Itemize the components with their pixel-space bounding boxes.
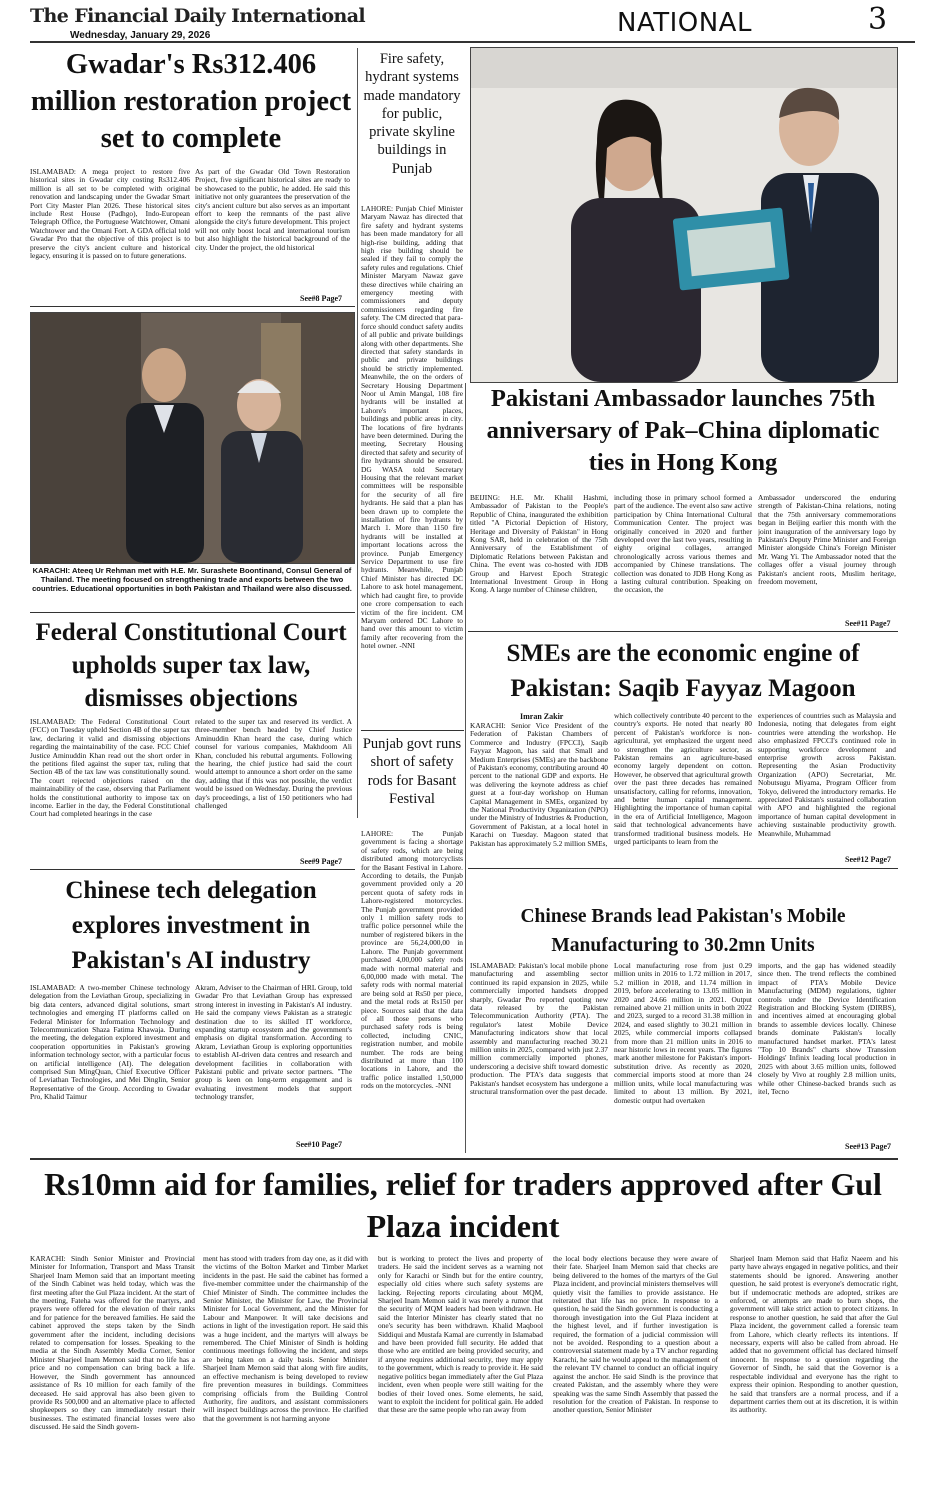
fire-safety-body: LAHORE: Punjab Chief Minister Maryam Nawaz has directed that fire safety and hydrant systems has been made mandatory for all high-rise building, adding that high rise building should be sealed if they fail to comply the safety rules and regulations. Chief Minister Maryam Nawaz gave these directives while chairing an emergency meeting with commissioners and deputy commissioners regarding fire safety. The CM directed that para-force should conduct safety audits of all public and private buildings along with other departments. She directed that safety standards in public and private buildings should be strictly implemented. Meanwhile, the on the orders of Secretary Housing Department Noor ul Amin Mangal, 108 fire hydrants will be installed at Lahore's important places, buildings and public areas in city. The locations of fire hydrants have been determined. During the meeting, Secretary Housing directed that safety and security of fire hydrants should be ensured. DG WASA told Secretary Housing that the relevant market committees will be responsible for the security of all fire hydrants. He said that a plan has been drawn up to complete the installation of fire hydrants by March 1. More than 1150 fire hydrants will be installed at important locations across the province. Punjab Emergency Service Department to use fire hydrants. Meanwhile, Punjab Chief Minister has directed DC Lahore to ask hotel management, which had caught fire, to provide one crore compensation to each victim of the fire incident. CM Maryam ordered DC Lahore to hand over this amount to victim family after recovering from the hotel owner. -NNI (361, 205, 463, 651)
page-number: 3 (868, 2, 888, 37)
chinese-tech-headline: Chinese tech delegation explores investment in Pakistan's AI industry (65, 877, 317, 974)
ambassador-col3: Ambassador underscored the enduring strength of Pakistan-China relations, noting that the 75th anniversary commemorations began in Beijing earlier this month with the joint inauguration of the anniversary logo by Pakistan's Deputy Prime Minister and Foreign Minister alongside China's Foreign Minister Mr. Wang Yi. The Ambassador noted that the collages offer a visual journey through Pakistan's ancient roots, Muslim heritage, freedom movement, (758, 494, 896, 587)
gul-plaza-headline: Rs10mn aid for families, relief for traders approved after Gul Plaza incident (44, 1166, 882, 1244)
newspaper-title: The Financial Daily International (30, 5, 366, 27)
fcc-col1: ISLAMABAD: The Federal Constitutional Court (FCC) on Tuesday upheld Section 4B of the super tax law, declaring it valid and dismissing objections regarding the maintainability of the case. FCC Chief Justice Aminuddin Khan read out the short order in the petitions filed against the super tax, ruling that Section 4B of the tax law was constitutionally sound. The court rejected objections raised on the maintainability of the case, observing that Parliament holds the constitutional authority to impose tax on income. Earlier in the day, the Federal Constitutional Court had completed hearings in the case (30, 718, 190, 819)
chinese-tech-col2: Akram, Adviser to the Chairman of HRL Group, told Gwadar Pro that Leviathan Group has expressed strong interest in investing in Pakistan's AI industry. He said the company views Pakistan as a strategic destination due to its skilled IT workforce, expanding startup ecosystem and the government's emphasis on digital transformation. According to Akram, Leviathan Group is exploring opportunities to establish AI-driven data centres and research and development facilities in collaboration with Pakistani public and private sector partners. "The group is keen on long-term engagement and is evaluating investment models that support technology transfer, (195, 984, 352, 1102)
safety-rods-headline: Punjab govt runs short of safety rods for Basant Festival (362, 736, 462, 807)
gwadar-col1: ISLAMABAD: A mega project to restore five historical sites in Gwadar city costing Rs312.406 million is all set to be completed with original renovation and landscaping under the Gwadar Smart Port City Master Plan 2026. These historical sites include Rest House (Padhgo), Indo-European Telegraph Office, the Portuguese Watchtower, Omani Watchtower and the Omani Fort. A GDA official told Gwadar Pro that the objective of this project is to preserve the city's ancient culture and historical legacy, ensuring it is passed on to future generations. (30, 168, 190, 261)
gul-plaza-col1: KARACHI: Sindh Senior Minister and Provincial Minister for Information, Transport and Mass Transit Sharjeel Inam Memon said that an important meeting of the Sindh Cabinet was held today, which was the first meeting after the Gul Plaza incident. At the start of the meeting, Fateha was offered for the martyrs, and prayers were offered for the elevation of their ranks and for patience for the bereaved families. He said the cabinet approved the steps taken by the Sindh government after the incident, including decisions related to compensation for losses. Speaking to the media at the Sindh Assembly Media Corner, Senior Minister Sharjeel Inam Memon said that no life has a price and no compensation can bring back a life. However, the Sindh government has announced assistance of Rs 10 million for each family of the deceased. He said approval has also been given to provide Rs 500,000 and an alternative place to affected shopkeepers so they can immediately restart their businesses. The estimated financial losses were also discussed. He said the Sindh govern- (30, 1255, 195, 1432)
brands-see-more[interactable]: See#13 Page7 (845, 1142, 891, 1151)
section-name: NATIONAL (617, 8, 752, 38)
safety-rods-body: LAHORE: The Punjab government is facing a shortage of safety rods, which are being distributed among motorcyclists for the Basant Festival in Lahore. According to details, the Punjab government provided only a 20 percent quota of safety rods in Lahore-registered motorcycles. The Punjab government provided only 1 million safety rods to traffic police personnel while the number of registered bikers in the province are 56,24,000,00 in Lahore. The Punjab government purchased 4,00,000 safety rods made with normal material and 6,00,000 made with metal. The safety rods with normal material are being sold at Rs50 per piece, and the metal rods at Rs150 per piece. Sources said that the data of all those persons who purchased safety rods is being collected, including CNIC, registration number, and mobile number. The rods are being distributed at more than 100 locations in Lahore, and the traffic police installed 1,50,000 rods on the motorcycles. -NNI (361, 830, 463, 1091)
ambassador-photo-illustration (471, 48, 897, 382)
masthead-rule (30, 41, 915, 43)
gul-plaza-col5: Sharjeel Inam Memon said that Hafiz Naeem and his party have always engaged in negative politics, and their statements should be ignored. Answering another question, he said protest is everyone's democratic right, but if undemocratic methods are adopted, strikes are enforced, or attempts are made to burn shops, the government will take strict action to protect citizens. In response to another question, he said that after the Gul Plaza incident, the government called a forensic team from Lahore, which clearly reflects its intentions. If necessary, experts will also be called from abroad. He added that no government official has declared himself innocent. In response to a question regarding the Governor of Sindh, he said that the Governor is a respectable individual and everyone has the right to express their opinion. Responding to another question, he said that transfers are a normal process, and if a department carries them out at its discretion, it is within its authority. (730, 1255, 898, 1415)
smes-col2: which collectively contribute 40 percent to the country's exports. He noted that nearly 80 percent of Pakistan's workforce is non-agricultural, yet emphasized the urgent need to strengthen the agriculture sector, as Pakistan remains an agriculture-based economy largely dependent on cotton. However, he observed that agricultural growth over the past three decades has remained unsatisfactory, calling for reforms, innovation, and better human capital management. Highlighting the importance of human capital in the era of Artificial Intelligence, Magoon said that technological advancements have transformed traditional business models. He urged participants to learn from the (614, 712, 752, 847)
divider (468, 868, 898, 869)
issue-date: Wednesday, January 29, 2026 (70, 30, 211, 41)
fire-safety-headline: Fire safety, hydrant systems made mandatory for public, private skyline buildings in Punjab (363, 51, 461, 177)
ambassador-col2: including those in primary school formed a part of the audience. The event also saw active participation by China International Cultural Communication Center. The project was originally conceived in 2020 and further developed over the last two years, resulting in eighty original collages, arranged chronologically across various themes and accompanied by Chinese translations. The collection was donated to JDB Hong Kong as a lasting cultural contribution. Speaking on the occasion, the (614, 494, 752, 595)
chinese-tech-see-more[interactable]: See#10 Page7 (296, 1140, 342, 1149)
divider (30, 612, 355, 613)
ambassador-headline: Pakistani Ambassador launches 75th anniversary of Pak–China diplomatic ties in Hong Kong (486, 385, 880, 476)
brands-col3: imports, and the gap has widened steadily since then. The trend reflects the combined impact of PTA's Mobile Device Manufacturing (MDM) regulations, tighter controls under the Device Identification Registration and Blocking System (DIRBS), and incentives aimed at encouraging global brands to assemble devices locally. Chinese brands dominate Pakistan's locally manufactured handset market. PTA's latest "Top 10 Brands" charts show Transsion Holdings' Infinix leading local production in 2025 with about 3.65 million units, followed closely by Vivo at roughly 2.8 million units, while other Chinese-backed brands such as itel, Tecno (758, 962, 896, 1097)
ambassador-photo (470, 47, 898, 383)
brands-col1: ISLAMABAD: Pakistan's local mobile phone manufacturing and assembling sector continued its rapid expansion in 2025, while commercially imported handsets dropped sharply, Gwadar Pro reported quoting new data released by the Pakistan Telecommunication Authority (PTA). The regulator's latest Mobile Device Manufacturing indicators show that local assembly and manufacturing reached 30.21 million units in 2025, compared with just 2.37 million commercially imported phones, underscoring a decisive shift toward domestic production. The PTA's data suggests that Pakistan's handset ecosystem has undergone a structural transformation over the past decade. (470, 962, 608, 1097)
gul-plaza-col4: the local body elections because they were aware of their fate. Sharjeel Inam Memon said that checks are being delivered to the homes of the martyrs of the Gul Plaza incident, and provincial ministers themselves will quietly visit the families to provide assistance. He reiterated that life has no price. In response to a question, he said the Sindh government is conducting a thorough investigation into the Gul Plaza incident at the highest level, and if further investigation is required, the formation of a judicial commission will not be avoided. Responding to a question about a controversial statement made by a TV anchor regarding Karachi, he said he would appeal to the management of the relevant TV channel to conduct an official inquiry against the anchor. He said Sindh is the province that created Pakistan, and the assembly where they were speaking was the same Sindh Assembly that passed the resolution for the creation of Pakistan. In response to another question, Senior Minister (553, 1255, 718, 1415)
fcc-see-more[interactable]: See#9 Page7 (300, 857, 342, 866)
meeting-photo (30, 312, 355, 564)
divider (30, 1158, 898, 1160)
fcc-col2: related to the super tax and reserved its verdict. A three-member bench headed by Chief Justice Aminuddin Khan heard the case, during which counsel for various companies, Makhdoom Ali Khan, concluded his rebuttal arguments. Following the hearing, the chief justice had said the court would attempt to announce a short order on the same day, adding that if this was not possible, the verdict would be issued on Wednesday. During the previous day's proceedings, a list of 150 petitioners who had challenged (195, 718, 352, 811)
chinese-tech-col1: ISLAMABAD: A two-member Chinese technology delegation from the Leviathan Group, specializing in big data centers, advanced digital solutions, smart technologies and emerging IT platforms called on Federal Minister for Information Technology and Telecommunication Shaza Fatima Khawaja. During the meeting, the delegation explored investment and cooperation opportunities in Pakistan's growing information technology sector, with a particular focus on artificial intelligence (AI). The delegation comprised Sun MingQuan, Chief Executive Officer of Leviathan Technologies, and Mei Dinglin, Senior Representative of the Group. According to Gwadar Pro, Khalid Taimur (30, 984, 190, 1102)
meeting-photo-caption: KARACHI: Ateeq Ur Rehman met with H.E. Mr. Surashete Boontinand, Consul General of Thailand. The meeting focused on strengthening trade and exports between the two countries. Educational opportunities in both Pakistan and Thailand were also discussed. (32, 566, 352, 593)
brands-headline: Chinese Brands lead Pakistan's Mobile Manufacturing to 30.2mn Units (520, 906, 846, 956)
divider (361, 730, 464, 731)
column-rule (357, 48, 358, 818)
ambassador-col1: BEIJING: H.E. Mr. Khalil Hashmi, Ambassador of Pakistan to the People's Republic of China, inaugurated the exhibition titled "A Pictorial Depiction of History, Heritage and Diversity of Pakistan" in Hong Kong SAR, held in celebration of the 75th Anniversary of the Establishment of Diplomatic Relations between Pakistan and China. The event was co-hosted with JDB Group and Harvest Epoch Strategic International Investment Group in Hong Kong. A large number of Chinese children, (470, 494, 608, 595)
gwadar-headline: Gwadar's Rs312.406 million restoration project set to complete (30, 49, 352, 154)
divider (468, 631, 898, 632)
gul-plaza-col2: ment has stood with traders from day one, as it did with the victims of the Bolton Market and Timber Market incidents in the past. He said the cabinet has formed a five-member committee under the chairmanship of the Chief Minister of Sindh. The committee includes the Senior Minister, the Minister for Law, the Provincial Minister for Local Government, and the Minister for Labour and Manpower. It will take decisions and actions in light of the investigation report. He said this was a huge incident, and the martyrs will always be remembered. The Chief Minister of Sindh is holding continuous meetings following the incident, and steps are being taken on a daily basis. Senior Minister Sharjeel Inam Memon said that along with fire audits, an effective mechanism is being developed to review fire prevention measures in buildings. Committees comprising officials from the Building Control Authority, fire auditors, and assistant commissioners will inspect buildings across the province. He clarified that the government is not harming anyone (203, 1255, 368, 1423)
gul-plaza-col3: but is working to protect the lives and property of traders. He said the incident serves as a warning not only for Karachi or Sindh but for the entire country, especially old cities where such safety systems are lacking. Rejecting reports circulating about MQM, Sharjeel Inam Memon said it was merely a rumor that the security of MQM leaders had been withdrawn. He said the Interior Minister has clearly stated that no one's security has been withdrawn. Khalid Maqbool Siddiqui and Mustafa Kamal are currently in Islamabad and have been provided full security. He added that those who are entitled are being provided security, and if anyone requires additional security, they may apply to the government, which is ready to provide it. He said negative politics began immediately after the Gul Plaza incident, even when people were still waiting for the bodies of their loved ones. Some elements, he said, want to exploit the incident for political gain. He added that these are the same people who ran away from (378, 1255, 543, 1415)
gwadar-see-more[interactable]: See#8 Page7 (300, 294, 342, 303)
smes-col3: experiences of countries such as Malaysia and Indonesia, noting that delegates from eight countries were attending the workshop. He also emphasized FPCCI's continued role in supporting workforce development and enterprise growth across Pakistan. Representing the Asian Productivity Organization (APO) Secretariat, Mr. Nobutsugu Miyama, Program Officer from Tokyo, delivered the introductory remarks. He appreciated Pakistan's sustained collaboration with APO and highlighted the regional importance of human capital development in achieving sustainable productivity growth. Meanwhile, Muhammad (758, 712, 896, 838)
smes-col1: KARACHI: Senior Vice President of the Federation of Pakistan Chambers of Commerce and Industry (FPCCI), Saqib Fayyaz Magoon, has said that Small and Medium Enterprises (SMEs) are the backbone of Pakistan's economy, contributing around 40 percent to the national GDP and exports. He was delivering the keynote address as chief guest at a four-day workshop on Human Capital Management in SMEs, organized by the National Productivity Organization (NPO) under the Ministry of Industries & Production, Government of Pakistan, at a local hotel in Karachi on Tuesday. Magoon stated that Pakistan has approximately 5.2 million SMEs, (470, 722, 608, 848)
column-rule (465, 383, 466, 1153)
ambassador-see-more[interactable]: See#11 Page7 (845, 619, 891, 628)
divider (30, 306, 355, 307)
smes-byline: Imran Zakir (520, 712, 564, 721)
divider (30, 869, 355, 870)
smes-headline: SMEs are the economic engine of Pakistan: Saqib Fayyaz Magoon (506, 640, 860, 702)
brands-col2: Local manufacturing rose from just 0.29 million units in 2016 to 1.72 million in 2017, 5.2 million in 2018, and 11.74 million in 2019, before accelerating to 13.05 million in 2020 and 24.66 million in 2021. Output remained above 21 million units in both 2022 and 2023, surged to a record 31.38 million in 2024, and eased slightly to 30.21 million in 2025, while commercial imports collapsed from more than 21 million units in 2016 to near historic lows in recent years. The figures mark another milestone for Pakistan's import-substitution drive. As recently as 2020, commercial imports stood at more than 24 million units, while local manufacturing was limited to about 13 million. By 2021, domestic output had overtaken (614, 962, 752, 1105)
fcc-headline: Federal Constitutional Court upholds super tax law, dismisses objections (35, 619, 347, 712)
smes-see-more[interactable]: See#12 Page7 (845, 855, 891, 864)
meeting-photo-illustration (31, 313, 354, 563)
gwadar-col2: As part of the Gwadar Old Town Restoration Project, five significant historical sites are ready to be showcased to the public, he added. He said this initiative not only guarantees the preservation of the city's ancient culture but also serves as an important effort to keep the remnants of the past alive alongside the city's future development. This project will not only boost local and international tourism but also highlight the historical background of the city. Under the project, the old historical (195, 168, 350, 252)
